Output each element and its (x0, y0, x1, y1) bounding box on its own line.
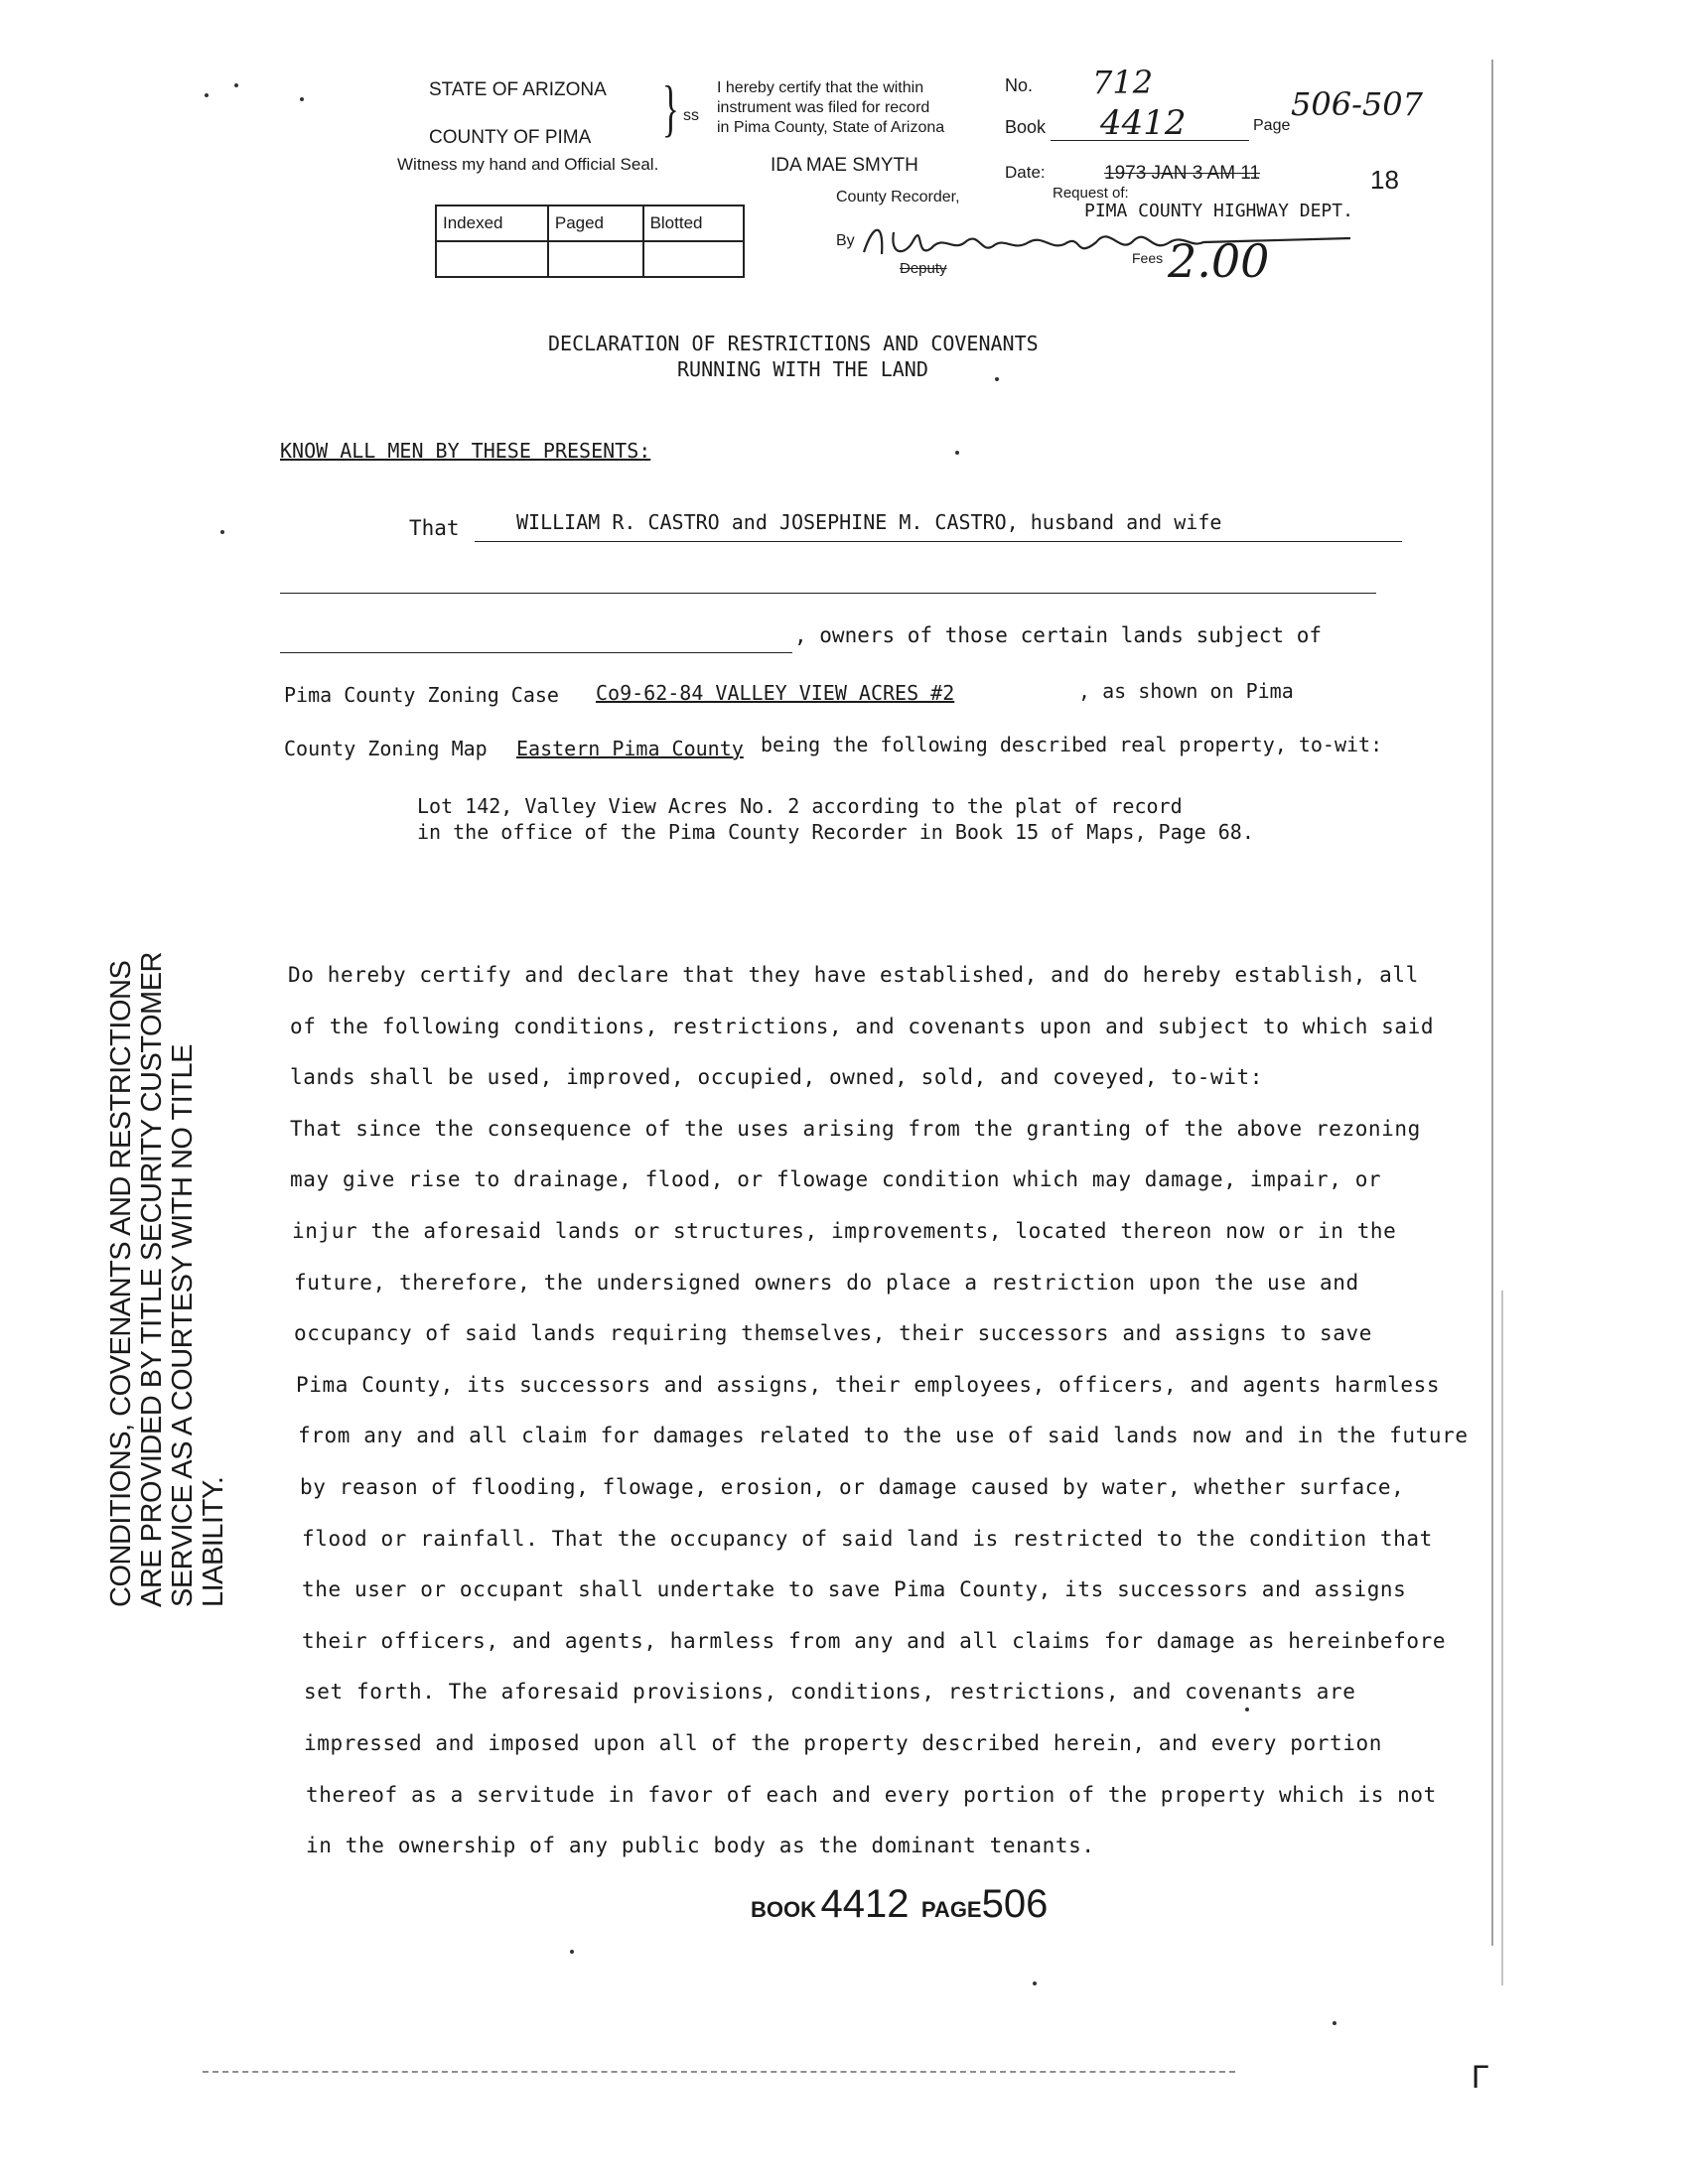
owners-names: WILLIAM R. CASTRO and JOSEPHINE M. CASTRO, husband and wife (516, 510, 1222, 534)
cert-line-1: I hereby certify that the within (717, 79, 924, 96)
body-line: of the following conditions, restrictions, and covenants upon and subject to which said (290, 1015, 1435, 1038)
county-label: COUNTY OF PIMA (429, 127, 592, 148)
side-stamp (105, 951, 255, 1607)
cert-line-3: in Pima County, State of Arizona (717, 119, 945, 136)
indexed-header: Indexed (436, 205, 548, 241)
fees-value: 2.00 (1168, 234, 1270, 288)
scan-corner-mark: Г (1472, 2059, 1489, 2095)
owners-line-3 (280, 651, 792, 653)
legal-desc-line-1: Lot 142, Valley View Acres No. 2 according to the plat of record (417, 794, 1183, 818)
date-extra: 18 (1370, 165, 1399, 195)
footer-book-page (751, 1882, 1048, 1927)
footer-book-value: 4412 (820, 1882, 910, 1926)
body-line: the user or occupant shall undertake to save Pima County, its successors and assigns (302, 1577, 1407, 1601)
scan-speck (955, 451, 959, 455)
owners-suffix: , owners of those certain lands subject of (794, 623, 1323, 647)
footer-page-label: PAGE (920, 1897, 982, 1922)
body-line: in the ownership of any public body as the dominant tenants. (306, 1834, 1095, 1857)
body-line: lands shall be used, improved, occupied, owned, sold, and coveyed, to-wit: (290, 1065, 1263, 1089)
body-line: may give rise to drainage, flood, or flowage condition which may damage, impair, or (290, 1167, 1382, 1191)
body-line: set forth. The aforesaid provisions, conditions, restrictions, and covenants are (304, 1680, 1356, 1704)
scan-speck (1333, 2021, 1336, 2025)
indexed-cell (436, 241, 548, 277)
scan-speck (220, 530, 224, 534)
page-label: Page (1253, 117, 1291, 134)
body-line: injur the aforesaid lands or structures, improvements, located thereon now or in the (292, 1219, 1397, 1243)
date-label: Date: (1005, 163, 1046, 182)
cert-line-2: instrument was filed for record (717, 99, 930, 116)
side-stamp-line-4: LIABILITY. (198, 1476, 229, 1607)
body-line: future, therefore, the undersigned owners do place a restriction upon the use and (294, 1271, 1359, 1295)
zoning-map-value: Eastern Pima County (516, 737, 744, 760)
state-label: STATE OF ARIZONA (429, 79, 607, 100)
body-line: Pima County, its successors and assigns, their employees, officers, and agents harmless (296, 1373, 1441, 1397)
body-line: That since the consequence of the uses arising from the granting of the above rezoning (290, 1117, 1421, 1141)
body-line: impressed and imposed upon all of the property described herein, and every portion (304, 1731, 1382, 1755)
footer-book-label: BOOK (751, 1897, 816, 1922)
doc-title-line-1: DECLARATION OF RESTRICTIONS AND COVENANTS (548, 332, 1039, 355)
scan-speck (205, 93, 209, 97)
no-label: No. (1005, 75, 1034, 95)
scan-edge-line-right-2 (1501, 1291, 1503, 1985)
recorder-title: County Recorder, (836, 189, 960, 205)
zoning-case-value: Co9-62-84 VALLEY VIEW ACRES #2 (596, 681, 955, 705)
scan-speck (570, 1950, 574, 1954)
recorder-header (0, 0, 1688, 318)
zoning-map-suffix: being the following described real property, to-wit: (761, 733, 1383, 756)
paged-header: Paged (548, 205, 643, 241)
recorder-name: IDA MAE SMYTH (771, 155, 918, 176)
paged-cell (548, 241, 643, 277)
side-stamp-line-2: ARE PROVIDED BY TITLE SECURITY CUSTOMER (136, 951, 168, 1607)
zoning-case-suffix: , as shown on Pima (1078, 679, 1294, 703)
page-value: 506-507 (1291, 85, 1423, 123)
request-value: PIMA COUNTY HIGHWAY DEPT. (1084, 201, 1353, 221)
footer-page-value: 506 (981, 1882, 1049, 1926)
blotted-header: Blotted (643, 205, 744, 241)
body-line: from any and all claim for damages related to the use of said lands now and in the future (298, 1424, 1469, 1447)
scan-speck (1245, 1707, 1249, 1711)
book-label: Book (1005, 117, 1047, 137)
intro-heading: KNOW ALL MEN BY THESE PRESENTS: (280, 439, 651, 463)
ss-label: ss (683, 107, 699, 124)
legal-desc-line-2: in the office of the Pima County Recorder in Book 15 of Maps, Page 68. (417, 820, 1254, 844)
doc-title-line-2: RUNNING WITH THE LAND (677, 357, 928, 381)
scan-speck (995, 377, 999, 381)
body-line: Do hereby certify and declare that they have established, and do hereby establish, all (288, 963, 1419, 987)
scan-speck (234, 83, 238, 87)
by-label: By (836, 232, 855, 249)
deputy-label: Deputy (900, 260, 947, 277)
date-value: 1973 JAN 3 AM 11 (1104, 163, 1261, 184)
side-stamp-line-1: CONDITIONS, COVENANTS AND RESTRICTIONS (105, 960, 137, 1607)
no-value: 712 (1092, 64, 1154, 101)
owners-line-2 (280, 592, 1376, 594)
body-line: occupancy of said lands requiring themselves, their successors and assigns to save (294, 1321, 1372, 1345)
owners-line-1 (475, 540, 1402, 542)
request-label: Request of: (1053, 185, 1129, 202)
body-line: their officers, and agents, harmless from any and all claims for damage as hereinbefore (302, 1629, 1447, 1653)
that-label: That (409, 516, 460, 540)
zoning-map-label: County Zoning Map (284, 737, 488, 760)
brace-glyph: } (661, 72, 679, 143)
side-stamp-line-3: SERVICE AS A COURTESY WITH NO TITLE (167, 1044, 199, 1607)
body-line: thereof as a servitude in favor of each and every portion of the property which is not (306, 1783, 1437, 1807)
scan-speck (1033, 1981, 1037, 1985)
blotted-cell (643, 241, 744, 277)
scan-bottom-line (203, 2071, 1235, 2073)
scan-speck (300, 97, 304, 101)
zoning-case-label: Pima County Zoning Case (284, 683, 559, 707)
body-line: by reason of flooding, flowage, erosion, or damage caused by water, whether surface, (300, 1475, 1405, 1499)
book-value: 4412 (1100, 103, 1187, 143)
scan-edge-line-right (1491, 60, 1493, 1946)
recording-box (435, 205, 745, 278)
fees-label: Fees (1132, 250, 1164, 266)
witness-line: Witness my hand and Official Seal. (397, 155, 659, 174)
body-line: flood or rainfall. That the occupancy of said land is restricted to the condition that (302, 1527, 1433, 1551)
